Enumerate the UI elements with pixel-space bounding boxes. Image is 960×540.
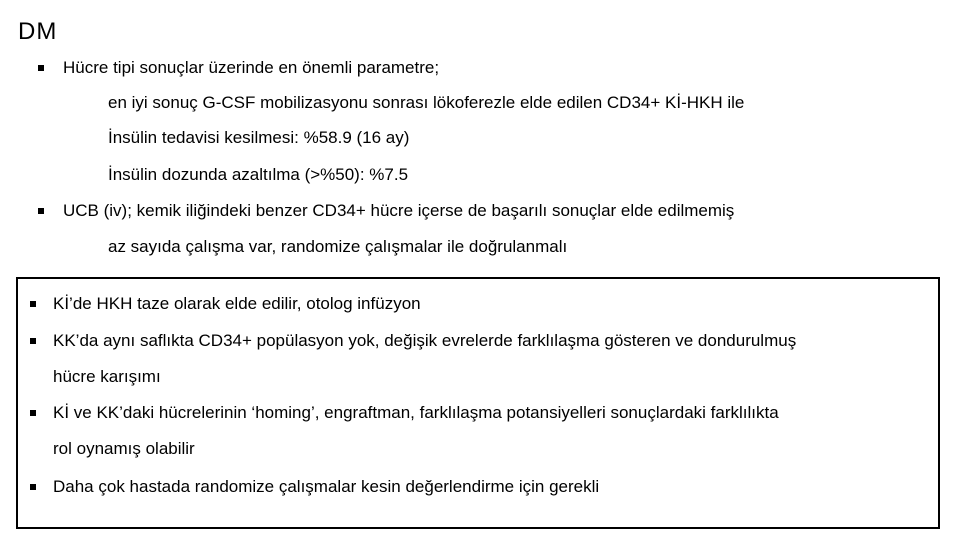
slide-title: DM <box>18 18 58 45</box>
sub-item-text: İnsülin tedavisi kesilmesi: %58.9 (16 ay) <box>108 128 410 147</box>
bullet-square-icon <box>30 301 36 307</box>
sub-item-text: az sayıda çalışma var, randomize çalışmalar ile doğrulanmalı <box>108 237 568 256</box>
bullet-square-icon <box>38 208 44 214</box>
box-bullet-text: KK’da aynı saflıkta CD34+ popülasyon yok, değişik evrelerde farklılaşma gösteren ve dondurulmuş <box>53 331 797 350</box>
bullet-square-icon <box>30 410 36 416</box>
box-bullet-continuation: hücre karışımı <box>53 367 161 386</box>
box-bullet-text: Kİ ve KK’daki hücrelerinin ‘homing’, engraftman, farklılaşma potansiyelleri sonuçlardaki farklılıkta <box>53 403 779 422</box>
box-bullet-continuation: rol oynamış olabilir <box>53 439 195 458</box>
sub-item-text: İnsülin dozunda azaltılma (>%50): %7.5 <box>108 165 409 184</box>
bullet-text: UCB (iv); kemik iliğindeki benzer CD34+ hücre içerse de başarılı sonuçlar elde edilmemiş <box>63 201 735 220</box>
sub-item-text: en iyi sonuç G-CSF mobilizasyonu sonrası lökoferezle elde edilen CD34+ Kİ-HKH ile <box>108 93 745 112</box>
box-bullet-text: Kİ’de HKH taze olarak elde edilir, otolog infüzyon <box>53 294 421 313</box>
bullet-square-icon <box>30 484 36 490</box>
bullet-square-icon <box>30 338 36 344</box>
box-bullet-text: Daha çok hastada randomize çalışmalar kesin değerlendirme için gerekli <box>53 477 600 496</box>
bullet-square-icon <box>38 65 44 71</box>
bullet-text: Hücre tipi sonuçlar üzerinde en önemli parametre; <box>63 58 440 77</box>
